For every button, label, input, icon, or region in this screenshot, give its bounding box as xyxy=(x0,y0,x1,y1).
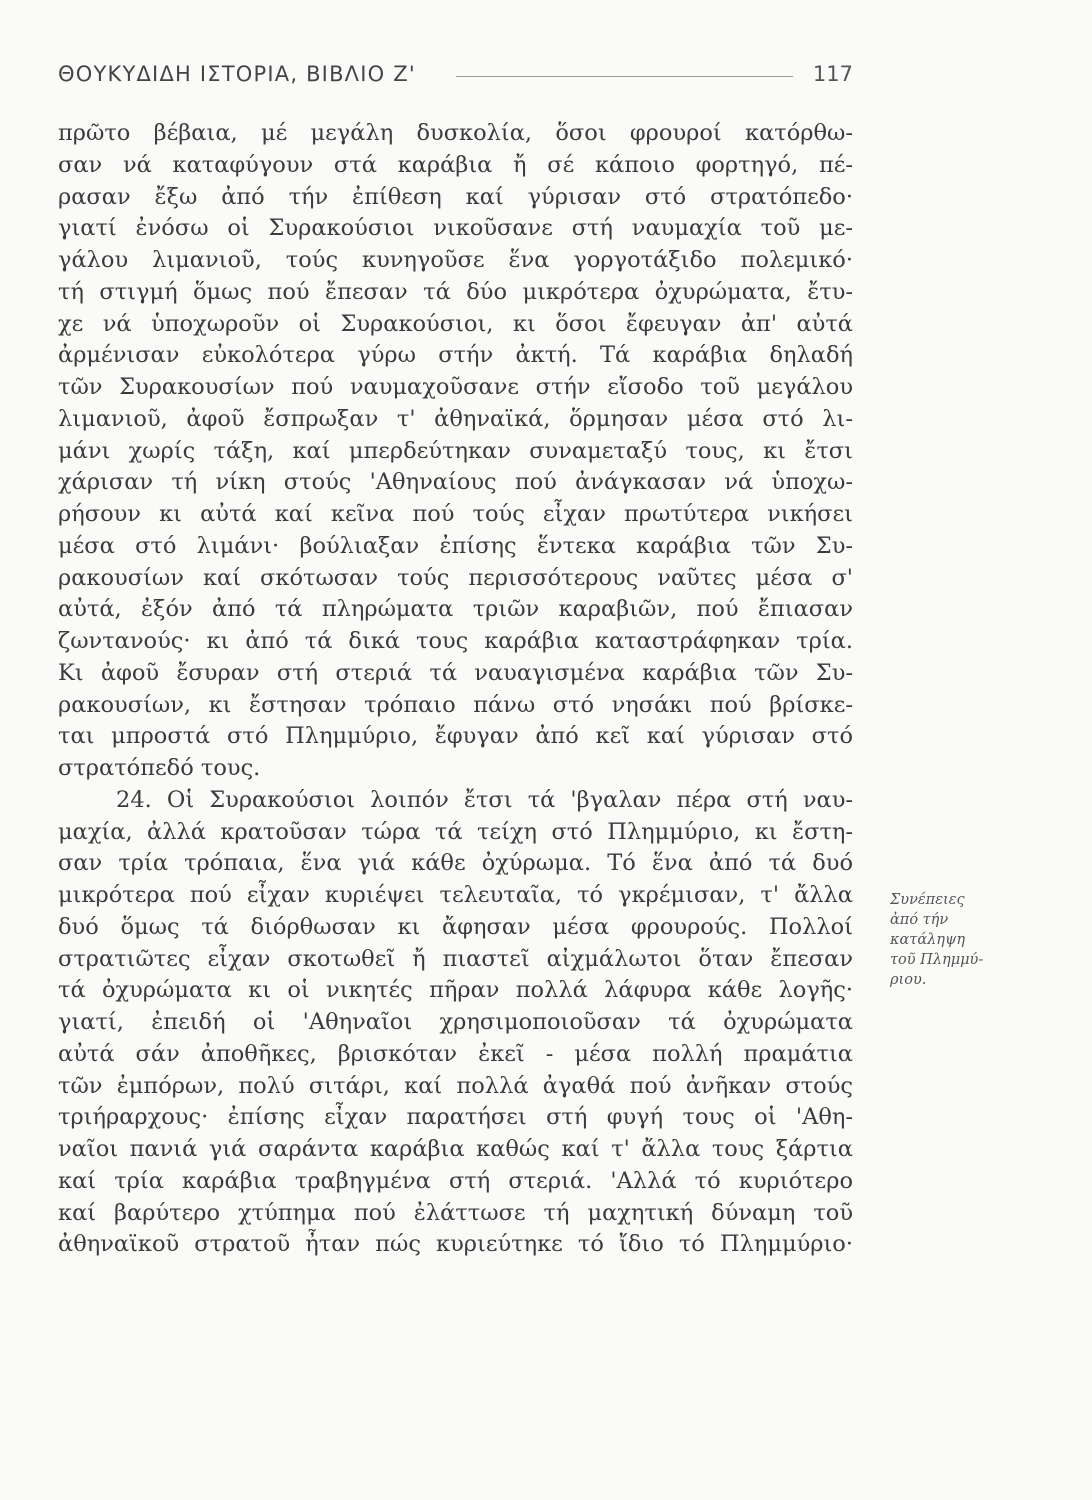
paragraph-last-line: στρατόπεδό τους. xyxy=(58,755,261,781)
text-line: ρακουσίων, κι ἔστησαν τρόπαιο πάνω στό νησάκι πού βρίσκε- xyxy=(58,691,853,718)
margin-note-line: Συνέπειες xyxy=(890,892,965,908)
text-line: καί βαρύτερο χτύπημα πού ἐλάττωσε τή μαχητική δύναμη τοῦ xyxy=(58,1199,853,1226)
text-line: γιατί ἐνόσω οἱ Συρακούσιοι νικοῦσανε στή ναυμαχία τοῦ με- xyxy=(58,215,853,242)
text-line: γιατί, ἐπειδή οἱ 'Αθηναῖοι χρησιμοποιοῦσαν τά ὀχυρώματα xyxy=(58,1009,853,1035)
text-line: λιμανιοῦ, ἀφοῦ ἔσπρωξαν τ' ἀθηναϊκά, ὅρμησαν μέσα στό λι- xyxy=(58,405,853,432)
text-line: αὐτά, ἐξόν ἀπό τά πληρώματα τριῶν καραβιῶν, πού ἔπιασαν xyxy=(58,596,853,623)
text-line: δυό ὅμως τά διόρθωσαν κι ἄφησαν μέσα φρουρούς. Πολλοί xyxy=(58,913,853,940)
main-text xyxy=(58,118,853,1261)
section-24-first-line: 24. Οἱ Συρακούσιοι λοιπόν ἔτσι τά 'βγαλαν πέρα στή ναυ- xyxy=(116,786,853,813)
text-line: μάνι χωρίς τάξη, καί μπερδεύτηκαν συναμεταξύ τους, κι ἔτσι xyxy=(58,437,853,464)
text-line: σαν νά καταφύγουν στά καράβια ἤ σέ κάποιο φορτηγό, πέ- xyxy=(58,151,853,178)
running-header-title: ΘΟΥΚΥΔΙΔΗ ΙΣΤΟΡΙΑ, ΒΙΒΛΙΟ Ζ' xyxy=(58,62,416,86)
margin-note-line: τοῦ Πλημμύ- xyxy=(890,952,984,968)
text-line: ται μπροστά στό Πλημμύριο, ἔφυγαν ἀπό κεῖ καί γύρισαν στό xyxy=(58,723,853,750)
text-line: ἀθηναϊκοῦ στρατοῦ ἦταν πώς κυριεύτηκε τό ἴδιο τό Πλημμύριο· xyxy=(58,1231,853,1258)
text-line: ρακουσίων καί σκότωσαν τούς περισσότερους ναῦτες μέσα σ' xyxy=(58,564,853,591)
text-line: ζωντανούς· κι ἀπό τά δικά τους καράβια καταστράφηκαν τρία. xyxy=(58,628,853,654)
text-line: χε νά ὑποχωροῦν οἱ Συρακούσιοι, κι ὅσοι ἔφευγαν ἀπ' αὐτά xyxy=(58,310,853,337)
header-rule xyxy=(456,76,793,77)
margin-note-line: ἀπό τήν xyxy=(890,912,949,928)
page-number: 117 xyxy=(812,62,853,86)
margin-note-line: ριου. xyxy=(890,972,927,988)
text-line: τά ὀχυρώματα κι οἱ νικητές πῆραν πολλά λάφυρα κάθε λογῆς· xyxy=(58,977,853,1004)
text-line: τριήραρχους· ἐπίσης εἶχαν παρατήσει στή φυγή τους οἱ 'Αθη- xyxy=(58,1104,853,1131)
text-line: τή στιγμή ὅμως πού ἔπεσαν τά δύο μικρότερα ὀχυρώματα, ἔτυ- xyxy=(58,278,853,305)
text-line: αὐτά σάν ἀποθῆκες, βρισκόταν ἐκεῖ - μέσα πολλή πραμάτια xyxy=(58,1040,853,1067)
margin-note-line: κατάληψη xyxy=(890,932,966,948)
text-line: ρήσουν κι αὐτά καί κεῖνα πού τούς εἶχαν πρωτύτερα νικήσει xyxy=(58,501,853,527)
text-line: τῶν ἐμπόρων, πολύ σιτάρι, καί πολλά ἀγαθά πού ἀνῆκαν στούς xyxy=(58,1072,853,1099)
text-line: καί τρία καράβια τραβηγμένα στή στεριά. 'Αλλά τό κυριότερο xyxy=(58,1167,853,1194)
text-line: τῶν Συρακουσίων πού ναυμαχοῦσανε στήν εἴσοδο τοῦ μεγάλου xyxy=(58,374,853,400)
text-line: πρῶτο βέβαια, μέ μεγάλη δυσκολία, ὅσοι φρουροί κατόρθω- xyxy=(58,120,853,146)
margin-note xyxy=(890,890,1040,990)
text-line: χάρισαν τή νίκη στούς 'Αθηναίους πού ἀνάγκασαν νά ὑποχω- xyxy=(58,469,853,496)
text-line: ρασαν ἔξω ἀπό τήν ἐπίθεση καί γύρισαν στό στρατόπεδο· xyxy=(58,183,853,210)
text-line: γάλου λιμανιοῦ, τούς κυνηγοῦσε ἕνα γοργοτάξιδο πολεμικό· xyxy=(58,247,853,273)
text-line: στρατιῶτες εἶχαν σκοτωθεῖ ἤ πιαστεῖ αἰχμάλωτοι ὅταν ἔπεσαν xyxy=(58,945,853,972)
text-line: ναῖοι πανιά γιά σαράντα καράβια καθώς καί τ' ἄλλα τους ξάρτια xyxy=(58,1136,853,1162)
text-line: μαχία, ἀλλά κρατοῦσαν τώρα τά τείχη στό Πλημμύριο, κι ἔστη- xyxy=(58,818,853,845)
text-line: σαν τρία τρόπαια, ἕνα γιά κάθε ὀχύρωμα. Τό ἕνα ἀπό τά δυό xyxy=(58,850,853,877)
text-line: μικρότερα πού εἶχαν κυριέψει τελευταῖα, τό γκρέμισαν, τ' ἄλλα xyxy=(58,882,853,908)
text-line: μέσα στό λιμάνι· βούλιαξαν ἐπίσης ἕντεκα καράβια τῶν Συ- xyxy=(58,532,853,559)
text-line: ἀρμένισαν εὐκολότερα γύρω στήν ἀκτή. Τά καράβια δηλαδή xyxy=(58,342,853,369)
text-line: Κι ἀφοῦ ἔσυραν στή στεριά τά ναυαγισμένα καράβια τῶν Συ- xyxy=(58,659,853,686)
running-header xyxy=(58,58,853,92)
